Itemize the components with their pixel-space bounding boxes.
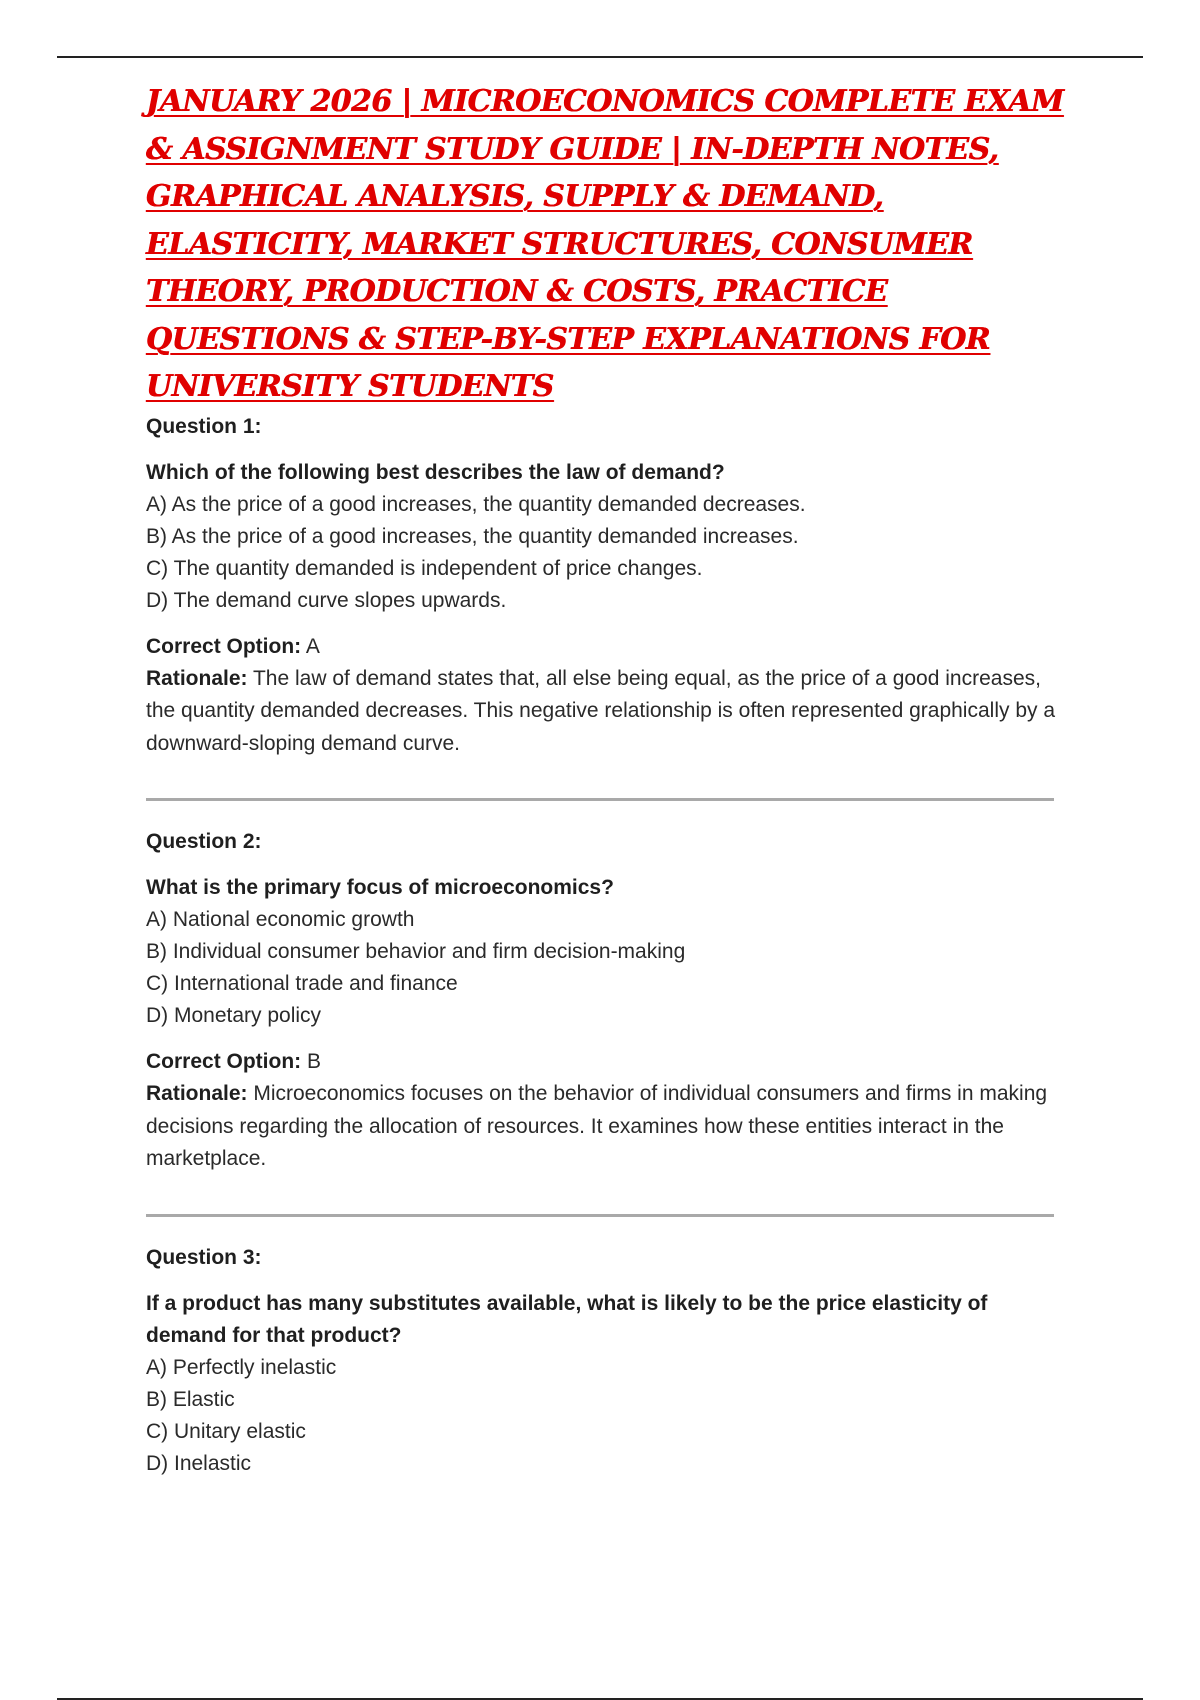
section-divider: [146, 798, 1054, 801]
option-d: D) Inelastic: [146, 1451, 252, 1475]
correct-option-value: A: [301, 634, 320, 658]
option-a: A) National economic growth: [146, 908, 415, 931]
correct-option-label: Correct Option:: [146, 634, 302, 658]
document-title: JANUARY 2026 | MICROECONOMICS COMPLETE EXAM & ASSIGNMENT STUDY GUIDE | IN-DEPTH NOTES, GRAPHICAL ANALYSIS, SUPPLY & DEMAND, ELASTICITY, MARKET STRUCTURES, CONSUMER THEORY, PRODUCTION & COSTS, PRACTICE QUESTIONS & STEP-BY-STEP EXPLANATIONS FOR UNIVERSITY STUDENTS: [146, 84, 1064, 404]
option-c: C) International trade and finance: [146, 972, 458, 995]
rationale-label: Rationale:: [146, 1082, 248, 1105]
option-c: C) The quantity demanded is independent of price changes.: [146, 556, 703, 580]
correct-option-label: Correct Option:: [146, 1050, 302, 1073]
answer-options: [146, 904, 1066, 1032]
question-heading: Question 3:: [146, 1245, 262, 1269]
rationale: [146, 1078, 1066, 1176]
rationale-text: Microeconomics focuses on the behavior of individual consumers and firms in making decisions regarding the allocation of resources. It examines how these entities interact in the marketplace.: [146, 1082, 1048, 1170]
answer-options: [146, 489, 1066, 617]
question-3: [146, 1242, 1066, 1480]
option-b: B) Elastic: [146, 1387, 235, 1411]
option-d: D) The demand curve slopes upwards.: [146, 588, 507, 612]
answer-options: [146, 1352, 1066, 1480]
question-2: [146, 826, 1066, 1176]
option-a: A) Perfectly inelastic: [146, 1355, 337, 1379]
rationale-text: The law of demand states that, all else being equal, as the price of a good increases, the quantity demanded decreases. This negative relationship is often represented graphically by a downward-sloping demand curve.: [146, 666, 1056, 755]
question-text: What is the primary focus of microeconomics?: [146, 876, 614, 899]
option-a: A) As the price of a good increases, the quantity demanded decreases.: [146, 492, 806, 516]
correct-option: [146, 1046, 1066, 1078]
section-divider: [146, 1214, 1054, 1217]
page-top-rule: [57, 56, 1143, 58]
option-c: C) Unitary elastic: [146, 1419, 306, 1443]
question-text: Which of the following best describes the law of demand?: [146, 460, 725, 484]
rationale-label: Rationale:: [146, 666, 248, 690]
rationale: [146, 663, 1066, 761]
option-b: B) As the price of a good increases, the quantity demanded increases.: [146, 524, 799, 548]
question-heading: Question 2:: [146, 830, 262, 853]
option-b: B) Individual consumer behavior and firm decision-making: [146, 940, 686, 963]
question-text: If a product has many substitutes available, what is likely to be the price elasticity of demand for that product?: [146, 1291, 988, 1347]
option-d: D) Monetary policy: [146, 1004, 322, 1027]
document-content: [146, 78, 1066, 1480]
correct-option-value: B: [301, 1050, 322, 1073]
correct-option: [146, 631, 1066, 663]
question-heading: Question 1:: [146, 414, 262, 438]
question-1: [146, 411, 1066, 761]
